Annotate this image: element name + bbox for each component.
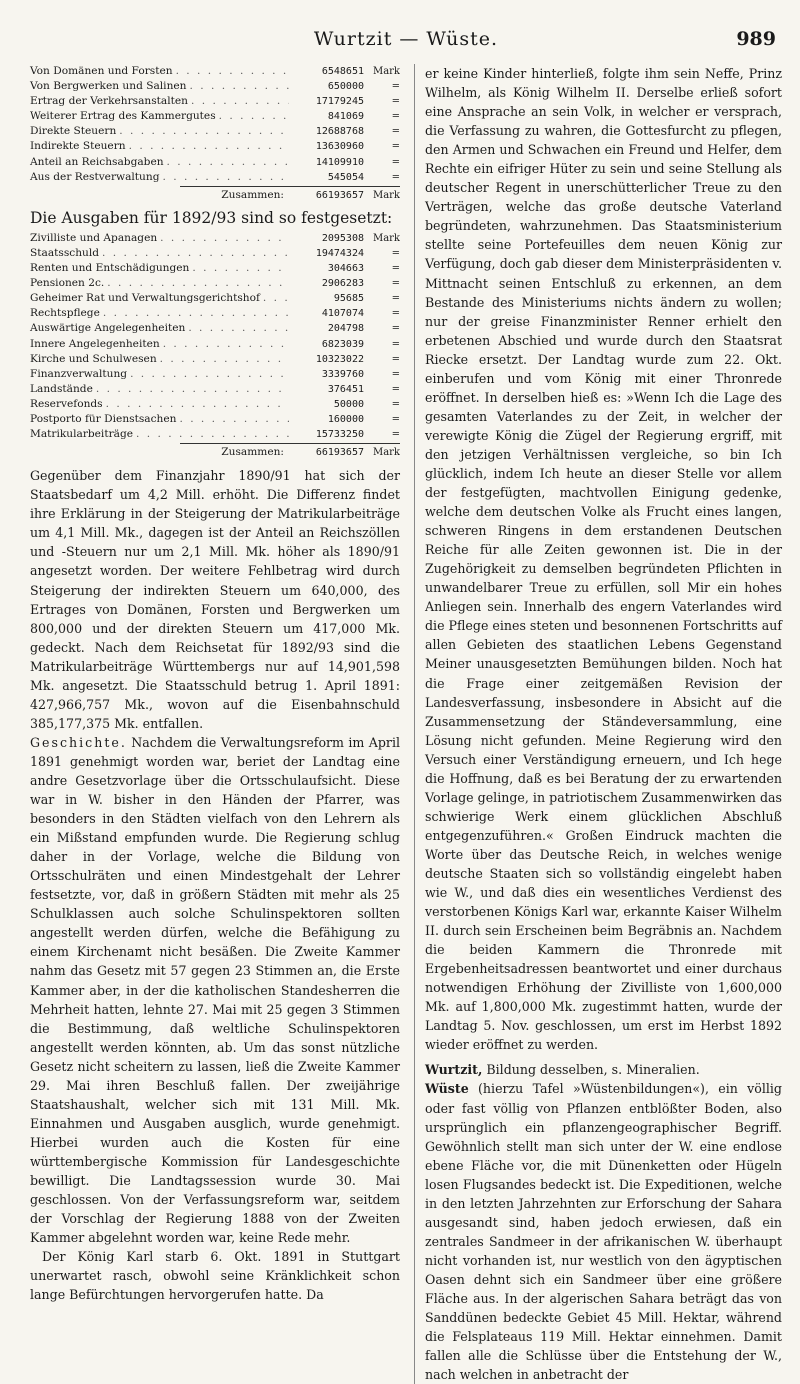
table-row: [30, 155, 400, 170]
row-unit: =: [391, 323, 400, 335]
row-amount: 12688768: [315, 126, 364, 138]
page-number: 989: [736, 28, 776, 50]
row-amount: 650000: [327, 81, 364, 93]
row-label: Zivilliste und Apanagen: [30, 231, 158, 244]
row-amount: 6548651: [321, 66, 364, 77]
expense-table: [30, 231, 400, 460]
right-column: [414, 64, 782, 1384]
income-table: [30, 64, 400, 203]
table-row: [30, 79, 400, 94]
table-row: [30, 139, 400, 154]
row-unit: =: [391, 383, 400, 395]
row-unit: =: [391, 308, 400, 320]
expense-heading: Die Ausgaben für 1892/93 sind so festgesetzt:: [30, 208, 393, 227]
row-amount: 10323022: [315, 353, 364, 365]
paragraph-finance: Gegenüber dem Finanzjahr 1890/91 hat sich der Staatsbedarf um 4,2 Mill. erhöht. Die Differenz findet ihre Erklärung in der Steigerung der Matrikularbeiträge um 4,1 Mill. Mk., dagegen ist der Anteil an Reichszöllen und -Steuern nur um 2,1 Mill. Mk. höher als 1890/91 angesetzt worden. Der weitere Fehlbetrag wird durch Steigerung der indirekten Steuern um 640,000, des Ertrages von Domänen, Forsten und Bergwerken um 800,000 und der direkten Steuern um 417,000 Mk. gedeckt. Nach dem Reichsetat für 1892/93 sind die Matrikularbeiträge Württembergs nur auf 14,901,598 Mk. angesetzt. Die Staatsschuld betrug 1. April 1891: 427,966,757 Mk., wovon auf die Eisenbahnschuld 385,177,375 Mk. entfallen.: [30, 468, 400, 731]
row-label: Matrikularbeiträge: [30, 428, 134, 441]
left-body-text: [30, 466, 400, 1304]
left-column: [30, 64, 400, 1384]
row-amount: 3339760: [321, 368, 364, 380]
table-row: [30, 427, 400, 442]
row-label: Anteil an Reichsabgaben: [30, 155, 164, 168]
row-amount: 95685: [333, 293, 364, 305]
row-amount: 6823039: [321, 338, 364, 350]
row-unit: =: [391, 429, 400, 441]
row-label: Indirekte Steuern: [30, 140, 126, 153]
table-row: [30, 246, 400, 261]
table-row: [30, 261, 400, 276]
section-lead-geschichte: Geschichte.: [30, 734, 127, 750]
row-label: Pensionen 2c.: [30, 277, 105, 290]
row-unit: =: [391, 141, 400, 153]
entry-wurtzit-text: Bildung desselben, s. Mineralien.: [482, 1062, 700, 1078]
row-amount: 160000: [327, 413, 364, 425]
running-title: Wurtzit — Wüste.: [313, 28, 499, 50]
row-unit: =: [391, 293, 400, 305]
row-label: Kirche und Schulwesen: [30, 352, 157, 365]
row-label: Geheimer Rat und Verwaltungsgerichtshof: [30, 292, 260, 305]
income-total: [180, 186, 400, 203]
entry-wueste-text: (hierzu Tafel »Wüstenbildungen«), ein völlig oder fast völlig von Pflanzen entblößter Boden, also ursprünglich ein pflanzengeographischer Begriff. Gewöhnlich stellt man sich unter der W. eine endlose ebene Fläche vor, die mit Dünenketten oder Hügeln losen Flugsandes bedeckt ist. Die Expeditionen, welche in den letzten Jahrzehnten zur Erforschung der Sahara ausgesandt sind, haben jedoch erwiesen, daß ein zentrales Sandmeer in der afrikanischen W. überhaupt nicht vorhanden ist, nur westlich von den ägyptischen Oasen dehnt sich ein Sandmeer über eine größere Fläche aus. In der algerischen Sahara beträgt das von Sanddünen bedeckte Gebiet 45 Mill. Hektar, während die Felsplateaus 119 Mill. Hektar einnehmen. Damit fallen alle die Schlüsse über die Entstehung der W., nach welchen in anbetracht der: [425, 1081, 782, 1383]
row-unit: =: [391, 126, 400, 138]
entry-wurtzit: [425, 1060, 782, 1079]
table-row: [30, 412, 400, 427]
row-label: Direkte Steuern: [30, 125, 117, 138]
table-row: [30, 352, 400, 367]
total-label: Zusammen:: [221, 188, 284, 201]
total-amount: 66193657: [315, 447, 364, 459]
total-label: Zusammen:: [221, 446, 284, 459]
table-row: [30, 321, 400, 336]
total-unit: Mark: [372, 189, 400, 201]
row-amount: 841069: [327, 111, 364, 123]
row-amount: 13630960: [315, 141, 364, 153]
table-row: [30, 276, 400, 291]
table-row: [30, 382, 400, 397]
row-label: Von Bergwerken und Salinen: [30, 80, 187, 93]
right-body-text: [425, 64, 782, 1384]
running-header: [30, 26, 782, 64]
row-amount: 14109910: [315, 156, 364, 168]
entry-wueste: [425, 1079, 782, 1384]
row-unit: =: [391, 278, 400, 290]
row-amount: 204798: [327, 323, 364, 335]
table-row: [30, 94, 400, 109]
lemma-wurtzit: Wurtzit,: [425, 1062, 483, 1078]
row-amount: 4107074: [321, 308, 364, 320]
row-amount: 15733250: [315, 429, 364, 441]
table-row: [30, 231, 400, 246]
row-unit: =: [391, 111, 400, 123]
row-amount: 50000: [333, 398, 364, 410]
row-label: Ertrag der Verkehrsanstalten: [30, 95, 188, 108]
paragraph-king-karl: Der König Karl starb 6. Okt. 1891 in Stuttgart unerwartet rasch, obwohl seine Kränklichkeit schon lange Befürchtungen hervorgerufen hatte. Da: [30, 1249, 400, 1303]
row-unit: =: [391, 156, 400, 168]
table-row: [30, 367, 400, 382]
row-unit: =: [391, 353, 400, 365]
row-label: Aus der Restverwaltung: [30, 170, 160, 183]
row-amount: 376451: [327, 383, 364, 395]
total-unit: Mark: [372, 447, 400, 459]
row-label: Innere Angelegenheiten: [30, 337, 160, 350]
row-unit: =: [391, 413, 400, 425]
row-unit: =: [391, 247, 400, 259]
table-row: [30, 291, 400, 306]
paragraph-history-text: Nachdem die Verwaltungsreform im April 1891 genehmigt worden war, beriet der Landtag eine andre Gesetzvorlage über die Ortsschulaufsicht. Diese war in W. bisher in den Händen der Pfarrer, was besonders in den Städten vielfach von den Lehrern als ein Mißstand empfunden wurde. Die Regierung schlug daher in der Vorlage, welche die Bildung von Ortsschulräten und einen Mindestgehalt der Lehrer festsetzte, vor, daß in größern Städten mit mehr als 25 Schulklassen auch solche Schulinspektoren sollten angestellt werden dürfen, welche die Befähigung zu einem Kirchenamt nicht besäßen. Die Zweite Kammer nahm das Gesetz mit 57 gegen 23 Stimmen an, die Erste Kammer aber, in der die katholischen Standesherren die Mehrheit hatten, lehnte 27. Mai mit 25 gegen 3 Stimmen die Bestimmung, daß weltliche Schulinspektoren angestellt werden könnten, ab. Um das sonst nützliche Gesetz nicht scheitern zu lassen, ließ die Zweite Kammer 29. Mai ihren Beschluß fallen. Der zweijährige Staatshaushalt, welcher sich mit 131 Mill. Mk. Einnahmen und Ausgaben ausglich, wurde genehmigt. Hierbei wurden auch die Kosten für eine württembergische Kommission für Landesgeschichte bewilligt. Die Landtagssession wurde 30. Mai geschlossen. Von der Verfassungsreform war, seitdem der Vorschlag der Regierung 1888 von der Zweiten Kammer abgelehnt worden war, keine Rede mehr.: [30, 734, 400, 1246]
table-row: [30, 306, 400, 321]
row-label: Renten und Entschädigungen: [30, 262, 190, 275]
row-label: Postporto für Dienstsachen: [30, 412, 177, 425]
row-label: Staatsschuld: [30, 246, 100, 259]
paragraph-history: [30, 733, 400, 1247]
row-unit: =: [391, 398, 400, 410]
row-unit: =: [391, 368, 400, 380]
lemma-wueste: Wüste: [425, 1081, 469, 1097]
row-label: Reservefonds: [30, 397, 103, 410]
row-unit: Mark: [372, 232, 400, 244]
total-amount: 66193657: [315, 189, 364, 201]
row-amount: 2906283: [321, 278, 364, 290]
row-label: Weiterer Ertrag des Kammergutes: [30, 110, 216, 123]
row-unit: =: [391, 171, 400, 183]
row-amount: 19474324: [315, 247, 364, 259]
row-label: Finanzverwaltung: [30, 367, 128, 380]
row-label: Von Domänen und Forsten: [30, 65, 173, 77]
table-row: [30, 124, 400, 139]
row-amount: 304663: [327, 263, 364, 275]
row-unit: Mark: [372, 66, 400, 77]
table-row: [30, 170, 400, 185]
row-amount: 545054: [327, 171, 364, 183]
table-row: [30, 64, 400, 79]
table-row: [30, 337, 400, 352]
row-label: Landstände: [30, 382, 93, 395]
row-unit: =: [391, 338, 400, 350]
expense-total: [180, 443, 400, 460]
row-label: Auswärtige Angelegenheiten: [30, 322, 186, 335]
row-amount: 2095308: [321, 232, 364, 244]
table-row: [30, 109, 400, 124]
row-label: Rechtspflege: [30, 307, 100, 320]
table-row: [30, 397, 400, 412]
row-unit: =: [391, 96, 400, 108]
paragraph-wilhelm: er keine Kinder hinterließ, folgte ihm sein Neffe, Prinz Wilhelm, als König Wilhelm II. Derselbe erließ sofort eine Ansprache an sein Volk, in welcher er versprach, die Verfassung zu wahren, die Gottesfurcht zu pflegen, den Armen und Schwachen ein Freund und Helfer, dem Rechte ein eifriger Hüter zu sein und seine Stellung als deutscher Regent in unerschütterlicher Treue zu den Verträgen, welche das große deutsche Vaterland begründeten, wahrzunehmen. Das Staatsministerium stellte seine Portefeuilles dem neuen König zur Verfügung, doch gab dieser dem Ministerpräsidenten v. Mittnacht seinen Entschluß zu erkennen, an dem Bestande des Ministeriums nichts ändern zu wollen; nur der greise Finanzminister Renner erhielt den erbetenen Abschied und wurde durch den Staatsrat Riecke ersetzt. Der Landtag wurde zum 22. Okt. einberufen und vom König mit einer Thronrede eröffnet. In derselben hieß es: »Wenn Ich die Lage des gesamten Vaterlandes zu der Zeit, in welcher der verewigte König die Zügel der Regierung ergriff, mit den jetzigen Verhältnissen vergleiche, so bin Ich glücklich, indem Ich heute an dieser Stelle vor allem der festgefügten, machtvollen Einigung gedenke, welche dem deutschen Volke als Frucht eines langen, schweren Ringens in dem erstandenen Deutschen Reiche für alle Zeiten gewonnen ist. Die in der Zugehörigkeit zu demselben begründeten Pflichten in unwandelbarer Treue zu erfüllen, soll Mir ein hohes Anliegen sein. Innerhalb des engern Vaterlandes wird die Pflege eines steten und besonnenen Fortschritts auf allen Gebieten des staatlichen Lebens Gegenstand Meiner unausgesetzten Bemühungen bilden. Noch hat die Frage einer zeitgemäßen Revision der Landesverfassung, insbesondere in Absicht auf die Zusammensetzung der Ständeversammlung, eine Lösung nicht gefunden. Meine Regierung wird den Versuch einer Verständigung erneuern, und Ich hege die Hoffnung, daß es bei Beratung der zu erwartenden Vorlage gelinge, in patriotischem Zusammenwirken das schwierige Werk einem glücklichen Abschluß entgegenzuführen.« Großen Eindruck machten die Worte über das Deutsche Reich, in welches wenige deutsche Staaten sich so vollständig eingelebt haben wie W., und daß dies ein wesentliches Verdienst des verstorbenen Königs Karl war, erkannte Kaiser Wilhelm II. durch sein Erscheinen beim Begräbnis an. Nachdem die beiden Kammern die Thronrede mit Ergebenheitsadressen beantwortet und einer durchaus notwendigen Erhöhung der Zivilliste von 1,600,000 Mk. auf 1,800,000 Mk. zugestimmt hatten, wurde der Landtag 5. Nov. geschlossen, um erst im Herbst 1892 wieder eröffnet zu werden.: [425, 66, 782, 1053]
row-unit: =: [391, 81, 400, 93]
row-amount: 17179245: [315, 96, 364, 108]
row-unit: =: [391, 263, 400, 275]
